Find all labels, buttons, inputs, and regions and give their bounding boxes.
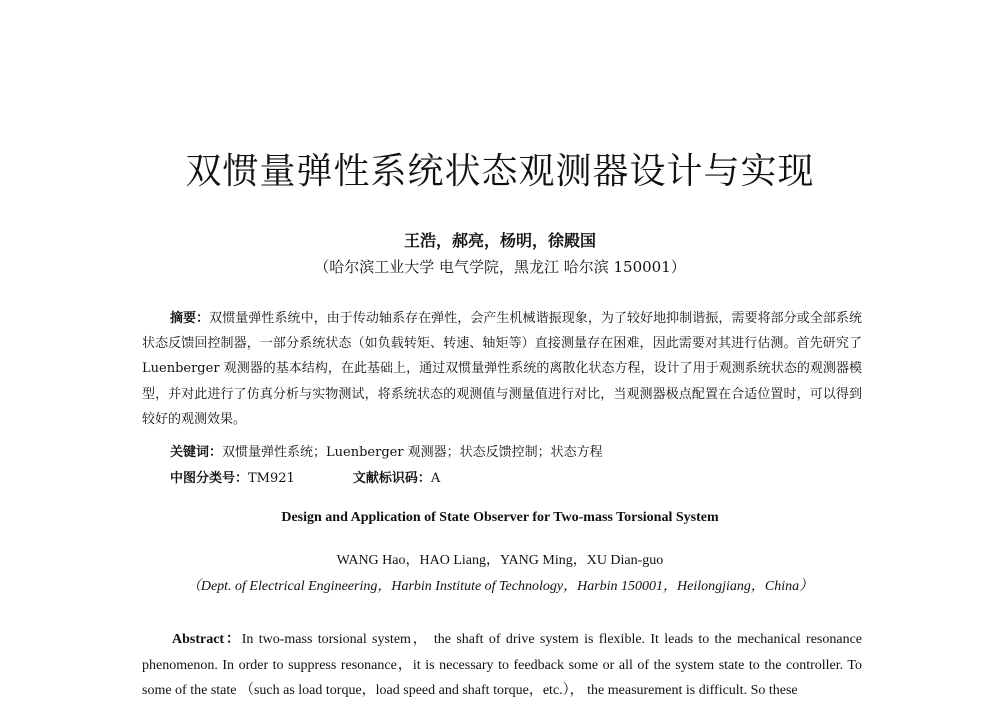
author-list: 王浩，郝亮，杨明，徐殿国 — [403, 231, 596, 250]
keywords-line — [170, 441, 603, 460]
paper-title: 双惯量弹性系统状态观测器设计与实现 — [185, 151, 815, 192]
keywords-text: 双惯量弹性系统；Luenberger 观测器；状态反馈控制；状态方程 — [222, 445, 603, 460]
doc-code-value: A — [430, 471, 441, 486]
abstract-label: 摘要： — [170, 311, 210, 326]
english-author-list: WANG Hao，HAO Liang，YANG Ming，XU Dian-guo — [336, 553, 664, 568]
doc-code-label: 文献标识码： — [352, 471, 431, 486]
abstract-text: 双惯量弹性系统中，由于传动轴系存在弹性，会产生机械谐振现象，为了较好地抑制谐振，需要将部分或全部系统状态反馈回控制器，一部分系统状态（如负载转矩、转速、轴矩等）直接测量存在困难，因此需要对其进行估测。首先研究了 Luenberger 观测器的基本结构，在此基础上，通过双惯量弹性系统的离散化状态方程，设计了用于观测系统状态的观测器模型，并对此进行了仿真分析与实物测试，将系统状态的观测值与测量值进行对比，当观测器极点配置在合适位置时，可以得到较好的观测效果。 — [142, 311, 862, 427]
keywords-label: 关键词： — [170, 445, 223, 460]
english-title: Design and Application of State Observer for Two-mass Torsional System — [281, 510, 719, 525]
english-abstract-label: Abstract： — [172, 632, 242, 647]
english-abstract-paragraph — [142, 627, 862, 704]
clc-value: TM921 — [248, 471, 295, 486]
english-abstract-text: In two-mass torsional system， the shaft of drive system is flexible. It leads to the mechanical resonance phenomenon. In order to suppress resonance，it is necessary to feedback some or all of the system state to the controller. To some of the state （such as load torque，load speed and shaft torque，etc.）， the measurement is difficult. So these — [142, 632, 862, 698]
clc-label: 中图分类号： — [170, 471, 249, 486]
english-affiliation: （Dept. of Electrical Engineering，Harbin Institute of Technology，Harbin 150001，Heilongjiang，China） — [186, 579, 814, 594]
classification-line — [170, 467, 440, 486]
author-affiliation: （哈尔滨工业大学 电气学院，黑龙江 哈尔滨 150001） — [314, 258, 686, 276]
abstract-paragraph — [142, 306, 862, 432]
